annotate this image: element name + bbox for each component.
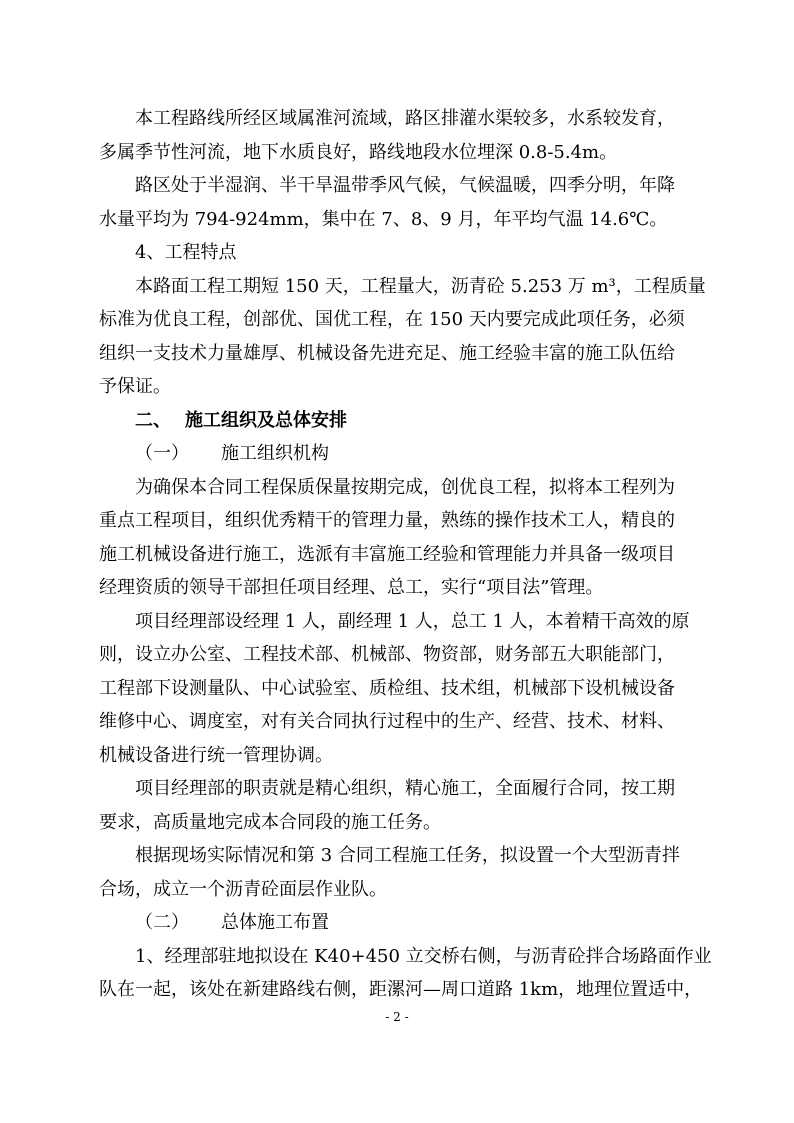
paragraph-site-location: [99, 940, 712, 1007]
section-number: 二、: [135, 409, 171, 431]
text-line: 合场，成立一个沥青砼面层作业队。: [99, 878, 387, 900]
text-line: 施工机械设备进行施工，选派有丰富施工经验和管理能力并具备一级项目: [99, 543, 675, 565]
text-line: 项目经理部的职责就是精心组织，精心施工，全面履行合同，按工期: [135, 778, 675, 799]
heading-project-features: 4、工程特点: [135, 242, 237, 263]
page-number: - 2 -: [385, 1010, 409, 1024]
paragraph-project-features: [99, 270, 705, 404]
paragraph-responsibilities: [99, 772, 705, 839]
text-line: 项目经理部设经理 1 人，副经理 1 人，总工 1 人，本着精干高效的原: [135, 610, 690, 632]
text-line: 本工程路线所经区域属淮河流域，路区排灌水渠较多，水系较发育，: [135, 108, 675, 129]
text-line: 经理资质的领导干部担任项目经理、总工，实行“项目法”管理。: [99, 577, 604, 598]
text-line: 1、经理部驻地拟设在 K40+450 立交桥右侧，与沥青砼拌合场路面作业: [135, 945, 712, 967]
text-line: 予保证。: [99, 376, 171, 397]
paragraph-climate: [99, 169, 705, 236]
text-line: 根据现场实际情况和第 3 合同工程施工任务，拟设置一个大型沥青拌: [135, 845, 680, 866]
text-line: 机械设备进行统一管理协调。: [99, 744, 333, 766]
subsection-heading-structure: [99, 437, 705, 471]
text-line: 则，设立办公室、工程技术部、机械部、物资部，财务部五大职能部门，: [99, 644, 675, 665]
subsection-number: （一）: [135, 443, 189, 464]
text-line: 水量平均为 794-924mm，集中在 7、8、9 月，年平均气温 14.6℃。: [99, 208, 668, 230]
paragraph-hydrology: [99, 102, 705, 169]
text-line: 组织一支技术力量雄厚、机械设备先进充足、施工经验丰富的施工队伍给: [99, 342, 675, 364]
text-line: 队在一起，该处在新建路线右侧，距漯河—周口道路 1km，地理位置适中，: [99, 979, 703, 1000]
paragraph-mixing-plant: [99, 839, 705, 906]
subsection-number: （二）: [135, 912, 189, 933]
text-line: 重点工程项目，组织优秀精干的管理力量，熟练的操作技术工人，精良的: [99, 510, 675, 531]
text-line: 维修中心、调度室，对有关合同执行过程中的生产、经营、技术、材料、: [99, 711, 675, 732]
section-title: 施工组织及总体安排: [185, 409, 347, 431]
subsection-title: 施工组织机构: [221, 443, 329, 464]
section-heading-organization: [99, 404, 705, 438]
text-line: 要求，高质量地完成本合同段的施工任务。: [99, 811, 441, 833]
text-line: 标准为优良工程，创部优、国优工程，在 150 天内要完成此项任务，必须: [99, 309, 685, 330]
subsection-heading-layout: [99, 906, 705, 940]
subsection-title: 总体施工布置: [221, 912, 329, 933]
text-line: 路区处于半湿润、半干旱温带季风气候，气候温暖，四季分明，年降: [135, 175, 675, 196]
document-body: [99, 102, 712, 1007]
text-line: 多属季节性河流，地下水质良好，路线地段水位埋深 0.8-5.4m。: [99, 141, 618, 163]
text-line: 为确保本合同工程保质保量按期完成，创优良工程，拟将本工程列为: [135, 476, 675, 498]
text-line: 本路面工程工期短 150 天，工程量大，沥青砼 5.253 万 m³，工程质量: [135, 275, 706, 297]
paragraph-departments: [99, 605, 705, 773]
paragraph-organization-intro: [99, 471, 705, 605]
text-line: 工程部下设测量队、中心试验室、质检组、技术组，机械部下设机械设备: [99, 677, 675, 699]
